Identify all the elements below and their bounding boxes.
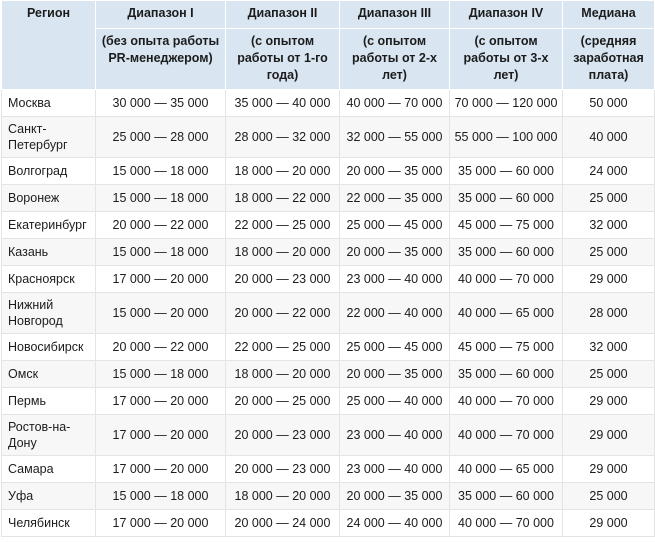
median-cell: 32 000 bbox=[563, 334, 655, 361]
range4-cell: 35 000 — 60 000 bbox=[450, 361, 563, 388]
table-row bbox=[2, 293, 655, 334]
range4-cell: 40 000 — 65 000 bbox=[450, 456, 563, 483]
salary-table bbox=[1, 0, 655, 537]
range4-cell: 35 000 — 60 000 bbox=[450, 483, 563, 510]
table-row bbox=[2, 266, 655, 293]
range1-cell: 15 000 — 18 000 bbox=[96, 483, 226, 510]
median-cell: 25 000 bbox=[563, 483, 655, 510]
range1-cell: 17 000 — 20 000 bbox=[96, 388, 226, 415]
range2-cell: 18 000 — 20 000 bbox=[226, 483, 340, 510]
range4-cell: 40 000 — 70 000 bbox=[450, 388, 563, 415]
range3-cell: 25 000 — 45 000 bbox=[340, 212, 450, 239]
table-row bbox=[2, 388, 655, 415]
range4-cell: 35 000 — 60 000 bbox=[450, 158, 563, 185]
range4-cell: 40 000 — 65 000 bbox=[450, 293, 563, 334]
range4-cell: 45 000 — 75 000 bbox=[450, 212, 563, 239]
range2-cell: 22 000 — 25 000 bbox=[226, 334, 340, 361]
range4-cell: 40 000 — 70 000 bbox=[450, 266, 563, 293]
header-range2-note: (с опытом работы от 1-го года) bbox=[226, 29, 340, 90]
region-cell: Воронеж bbox=[2, 185, 96, 212]
range1-cell: 17 000 — 20 000 bbox=[96, 415, 226, 456]
header-range2: Диапазон II bbox=[226, 1, 340, 29]
range1-cell: 17 000 — 20 000 bbox=[96, 456, 226, 483]
region-cell: Омск bbox=[2, 361, 96, 388]
range1-cell: 20 000 — 22 000 bbox=[96, 212, 226, 239]
region-cell: Нижний Новгород bbox=[2, 293, 96, 334]
median-cell: 28 000 bbox=[563, 293, 655, 334]
table-row bbox=[2, 361, 655, 388]
median-cell: 25 000 bbox=[563, 185, 655, 212]
header-range3: Диапазон III bbox=[340, 1, 450, 29]
region-cell: Пермь bbox=[2, 388, 96, 415]
range3-cell: 40 000 — 70 000 bbox=[340, 90, 450, 117]
range2-cell: 20 000 — 23 000 bbox=[226, 266, 340, 293]
region-cell: Красноярск bbox=[2, 266, 96, 293]
region-cell: Волгоград bbox=[2, 158, 96, 185]
range4-cell: 35 000 — 60 000 bbox=[450, 239, 563, 266]
range4-cell: 35 000 — 60 000 bbox=[450, 185, 563, 212]
range2-cell: 22 000 — 25 000 bbox=[226, 212, 340, 239]
table-row bbox=[2, 90, 655, 117]
median-cell: 40 000 bbox=[563, 117, 655, 158]
range1-cell: 15 000 — 18 000 bbox=[96, 158, 226, 185]
table-row bbox=[2, 510, 655, 537]
region-cell: Самара bbox=[2, 456, 96, 483]
table-row bbox=[2, 185, 655, 212]
range3-cell: 20 000 — 35 000 bbox=[340, 361, 450, 388]
range3-cell: 23 000 — 40 000 bbox=[340, 266, 450, 293]
table-row bbox=[2, 158, 655, 185]
range1-cell: 30 000 — 35 000 bbox=[96, 90, 226, 117]
range4-cell: 40 000 — 70 000 bbox=[450, 415, 563, 456]
range2-cell: 20 000 — 22 000 bbox=[226, 293, 340, 334]
range2-cell: 18 000 — 22 000 bbox=[226, 185, 340, 212]
range4-cell: 45 000 — 75 000 bbox=[450, 334, 563, 361]
header-range4-note: (с опытом работы от 3-х лет) bbox=[450, 29, 563, 90]
header-range1-note: (без опыта работы PR-менеджером) bbox=[96, 29, 226, 90]
range2-cell: 28 000 — 32 000 bbox=[226, 117, 340, 158]
header-range3-note: (с опытом работы от 2-х лет) bbox=[340, 29, 450, 90]
table-row bbox=[2, 117, 655, 158]
table-row bbox=[2, 334, 655, 361]
table-row bbox=[2, 212, 655, 239]
range3-cell: 20 000 — 35 000 bbox=[340, 158, 450, 185]
range3-cell: 20 000 — 35 000 bbox=[340, 483, 450, 510]
range1-cell: 15 000 — 18 000 bbox=[96, 239, 226, 266]
table-row bbox=[2, 415, 655, 456]
region-cell: Уфа bbox=[2, 483, 96, 510]
range4-cell: 55 000 — 100 000 bbox=[450, 117, 563, 158]
header-notes-row bbox=[2, 29, 655, 90]
range3-cell: 25 000 — 40 000 bbox=[340, 388, 450, 415]
median-cell: 29 000 bbox=[563, 510, 655, 537]
header-range1: Диапазон I bbox=[96, 1, 226, 29]
range3-cell: 22 000 — 35 000 bbox=[340, 185, 450, 212]
range2-cell: 18 000 — 20 000 bbox=[226, 239, 340, 266]
range1-cell: 15 000 — 18 000 bbox=[96, 361, 226, 388]
range3-cell: 20 000 — 35 000 bbox=[340, 239, 450, 266]
region-cell: Челябинск bbox=[2, 510, 96, 537]
range3-cell: 22 000 — 40 000 bbox=[340, 293, 450, 334]
range2-cell: 20 000 — 23 000 bbox=[226, 456, 340, 483]
range3-cell: 23 000 — 40 000 bbox=[340, 415, 450, 456]
range2-cell: 35 000 — 40 000 bbox=[226, 90, 340, 117]
range1-cell: 17 000 — 20 000 bbox=[96, 510, 226, 537]
median-cell: 25 000 bbox=[563, 361, 655, 388]
range3-cell: 24 000 — 40 000 bbox=[340, 510, 450, 537]
range2-cell: 20 000 — 25 000 bbox=[226, 388, 340, 415]
table-row bbox=[2, 483, 655, 510]
median-cell: 24 000 bbox=[563, 158, 655, 185]
region-cell: Казань bbox=[2, 239, 96, 266]
table-header bbox=[2, 1, 655, 90]
range3-cell: 32 000 — 55 000 bbox=[340, 117, 450, 158]
median-cell: 25 000 bbox=[563, 239, 655, 266]
header-median: Медиана bbox=[563, 1, 655, 29]
region-cell: Санкт-Петербург bbox=[2, 117, 96, 158]
header-row bbox=[2, 1, 655, 29]
range1-cell: 15 000 — 20 000 bbox=[96, 293, 226, 334]
median-cell: 29 000 bbox=[563, 456, 655, 483]
region-cell: Екатеринбург bbox=[2, 212, 96, 239]
median-cell: 29 000 bbox=[563, 415, 655, 456]
region-cell: Москва bbox=[2, 90, 96, 117]
range4-cell: 40 000 — 70 000 bbox=[450, 510, 563, 537]
range2-cell: 20 000 — 23 000 bbox=[226, 415, 340, 456]
range3-cell: 25 000 — 45 000 bbox=[340, 334, 450, 361]
range1-cell: 25 000 — 28 000 bbox=[96, 117, 226, 158]
region-cell: Новосибирск bbox=[2, 334, 96, 361]
header-region: Регион bbox=[2, 1, 96, 90]
header-range4: Диапазон IV bbox=[450, 1, 563, 29]
median-cell: 50 000 bbox=[563, 90, 655, 117]
range2-cell: 18 000 — 20 000 bbox=[226, 361, 340, 388]
region-cell: Ростов-на-Дону bbox=[2, 415, 96, 456]
table-row bbox=[2, 239, 655, 266]
range2-cell: 18 000 — 20 000 bbox=[226, 158, 340, 185]
median-cell: 29 000 bbox=[563, 388, 655, 415]
median-cell: 29 000 bbox=[563, 266, 655, 293]
range1-cell: 20 000 — 22 000 bbox=[96, 334, 226, 361]
table-row bbox=[2, 456, 655, 483]
range3-cell: 23 000 — 40 000 bbox=[340, 456, 450, 483]
median-cell: 32 000 bbox=[563, 212, 655, 239]
range2-cell: 20 000 — 24 000 bbox=[226, 510, 340, 537]
range1-cell: 17 000 — 20 000 bbox=[96, 266, 226, 293]
range4-cell: 70 000 — 120 000 bbox=[450, 90, 563, 117]
header-median-note: (средняя заработная плата) bbox=[563, 29, 655, 90]
range1-cell: 15 000 — 18 000 bbox=[96, 185, 226, 212]
table-body bbox=[2, 90, 655, 537]
